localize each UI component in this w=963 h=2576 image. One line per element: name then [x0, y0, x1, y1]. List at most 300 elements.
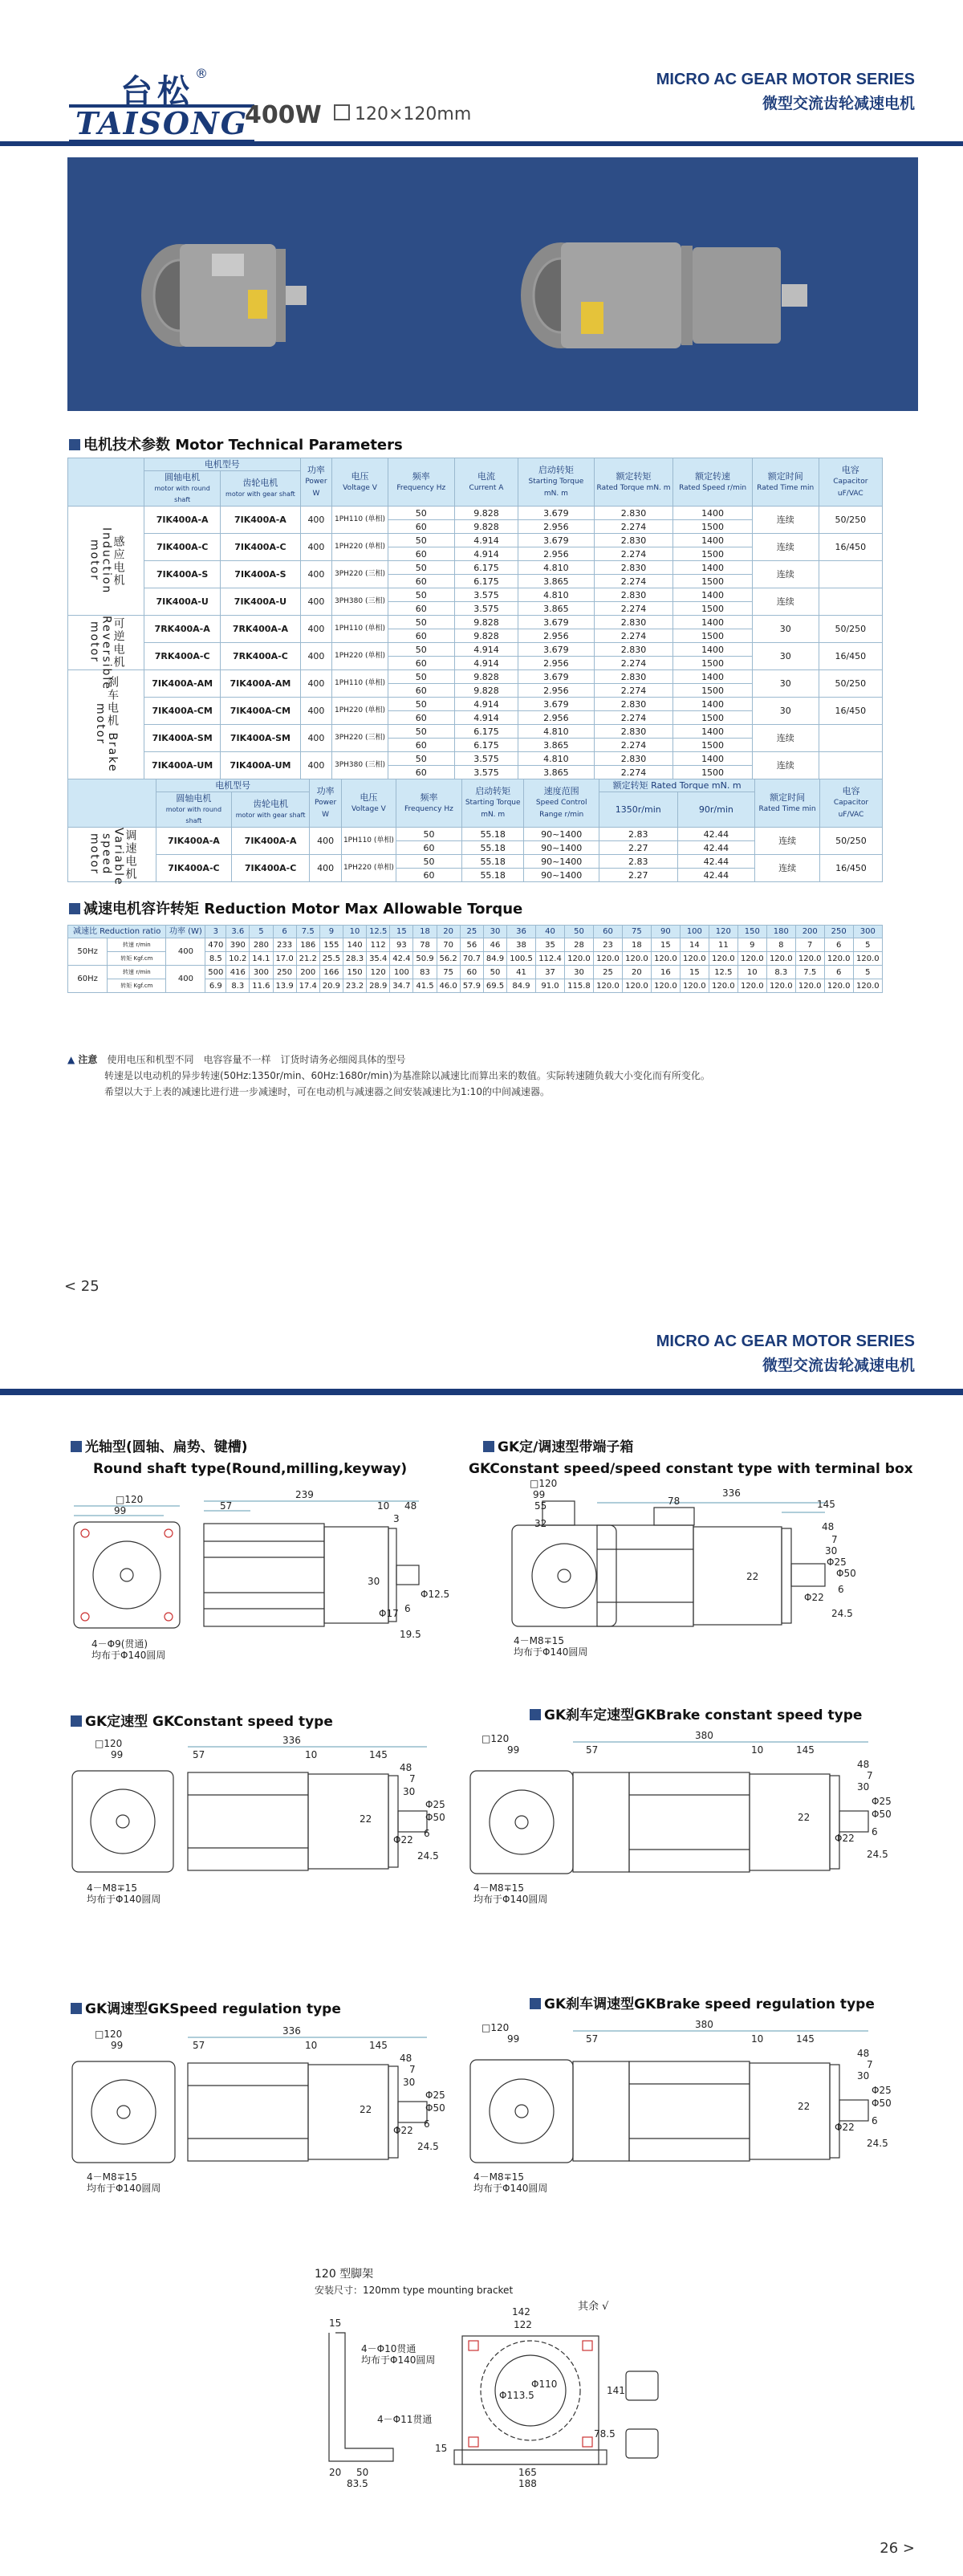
kind-cell: 转矩 Kgf.cm [108, 979, 166, 993]
ratio-cell: 18 [413, 926, 437, 938]
torque-value-cell: 60 [460, 966, 483, 979]
dim-48: 48 [404, 1500, 417, 1512]
t-dim-99: 99 [533, 1489, 546, 1500]
brake-constant-title: GK刹车定速型GKBrake constant speed type [530, 1703, 862, 1723]
s-dim-99: 99 [111, 2040, 124, 2051]
torque-value-cell: 34.7 [390, 979, 413, 993]
dim-239: 239 [295, 1489, 314, 1500]
col-frequency-2: 频率 Frequency Hz [396, 779, 461, 828]
ratio-cell: 75 [622, 926, 651, 938]
table-row [68, 938, 883, 952]
b-dim-20: 20 [329, 2467, 342, 2478]
c-dim-99: 99 [111, 1749, 124, 1760]
torque-value-cell: 84.9 [507, 979, 536, 993]
torque-value-cell: 186 [296, 938, 319, 952]
col-frequency: 频率 Frequency Hz [388, 458, 454, 507]
freq-cell: 60 [388, 711, 454, 725]
speed-params-table [67, 779, 883, 886]
col-gear-motor: 齿轮电机 motor with gear shaft [221, 471, 300, 507]
model-gear: 7IK400A-A [231, 828, 310, 855]
torque-value-cell: 57.9 [460, 979, 483, 993]
c-dim-48: 48 [400, 1762, 412, 1773]
voltage-cell: 3PH220 (三相) [332, 725, 388, 752]
ratio-cell: 180 [766, 926, 795, 938]
ratio-cell: 150 [737, 926, 766, 938]
torque-value-cell: 35.4 [367, 952, 390, 966]
series-title-cn-2: 微型交流齿轮减速电机 [762, 1357, 915, 1374]
s-dim-120: □120 [95, 2029, 123, 2040]
constant-title: GK定速型 GKConstant speed type [71, 1710, 333, 1730]
kind-cell: 转矩 Kgf.cm [108, 952, 166, 966]
range-cell: 90~1400 [524, 841, 599, 855]
torque-1350-cell: 2.83 [599, 855, 677, 869]
model-gear: 7IK400A-C [221, 534, 300, 561]
torque-value-cell: 42.4 [390, 952, 413, 966]
freq-cell: 50 [388, 698, 454, 711]
ratio-cell: 3.6 [226, 926, 250, 938]
c-dim-phi25: Φ25 [425, 1799, 445, 1810]
bs-dim-10: 10 [751, 2033, 764, 2045]
power-cell: 400 [300, 534, 332, 561]
model-round: 7IK400A-SM [144, 725, 221, 752]
capacitor-cell [819, 752, 882, 779]
freq-cell: 60 [388, 547, 454, 561]
size-square-icon [334, 104, 350, 120]
rated-torque-cell: 2.830 [594, 616, 673, 629]
torque-value-cell: 155 [319, 938, 343, 952]
col-rated-torque-2: 额定转矩 Rated Torque mN. m [599, 779, 754, 792]
col-round-motor-2: 圆轴电机 motor with round shaft [156, 792, 232, 828]
model-round: 7RK400A-C [144, 643, 221, 670]
bs-dim-380: 380 [695, 2019, 713, 2030]
power-cell: 400 [300, 561, 332, 588]
model-gear: 7IK400A-UM [221, 752, 300, 779]
bc-dim-phi50: Φ50 [872, 1809, 892, 1820]
col-voltage: 电压 Voltage V [332, 458, 388, 507]
rated-speed-cell: 1400 [673, 507, 753, 520]
ratio-cell: 25 [460, 926, 483, 938]
current-cell: 6.175 [454, 739, 518, 752]
notes-label: 注意 [78, 1054, 98, 1065]
start-torque-cell: 55.18 [461, 869, 524, 882]
col-current: 电流 Current A [454, 458, 518, 507]
bracket-holes-1b: 均布于Φ140圆周 [361, 2354, 436, 2366]
speed-reg-title: GK调速型GKSpeed regulation type [71, 1997, 341, 2017]
ratio-cell: 200 [795, 926, 824, 938]
t-dim-phi25: Φ25 [827, 1557, 847, 1568]
col-90: 90r/min [677, 792, 755, 828]
bc-dim-phi22: Φ22 [835, 1833, 855, 1844]
motor1-label [248, 290, 267, 319]
page-number-26: 26 > [880, 2540, 915, 2557]
start-torque-cell: 3.865 [518, 766, 595, 779]
capacitor-cell: 50/250 [819, 507, 882, 534]
torque-value-cell: 11.6 [250, 979, 273, 993]
tech-params-title [69, 433, 403, 454]
c-dim-22: 22 [360, 1813, 372, 1825]
torque-value-cell: 14.1 [250, 952, 273, 966]
torque-value-cell: 30 [565, 966, 594, 979]
rated-torque-cell: 2.830 [594, 725, 673, 739]
bs-dim-120: □120 [482, 2022, 510, 2033]
start-torque-cell: 2.956 [518, 629, 595, 643]
freq-cell: 50 [388, 534, 454, 547]
table-row [68, 725, 883, 739]
c-dim-57: 57 [193, 1749, 205, 1760]
torque-value-cell: 6.9 [205, 979, 226, 993]
range-cell: 90~1400 [524, 828, 599, 841]
col-1350: 1350r/min [599, 792, 677, 828]
current-cell: 9.828 [454, 684, 518, 698]
model-round: 7IK400A-C [156, 855, 232, 882]
rated-time-cell: 连续 [752, 588, 819, 616]
torque-value-cell: 50.9 [413, 952, 437, 966]
voltage-cell: 3PH380 (三相) [332, 752, 388, 779]
power-cell: 400 [300, 725, 332, 752]
freq-cell: 50 [388, 670, 454, 684]
s-dim-phi22: Φ22 [393, 2125, 413, 2136]
rated-time-cell: 连续 [752, 534, 819, 561]
rated-time-cell: 连续 [755, 828, 820, 855]
torque-value-cell: 120.0 [737, 952, 766, 966]
capacitor-cell [819, 561, 882, 588]
model-round: 7IK400A-A [144, 507, 221, 534]
bs-dim-30: 30 [857, 2070, 870, 2082]
rated-speed-cell: 1500 [673, 739, 753, 752]
bracket-holes-1: 4－Φ10贯通 [361, 2343, 416, 2354]
note-line-3: 希望以大于上表的减速比进行进一步减速时，可在电动机与减速器之间安装减速比为1:10的中间减速器。 [104, 1086, 550, 1097]
t-dim-30: 30 [825, 1545, 838, 1557]
start-torque-cell: 3.679 [518, 643, 595, 657]
capacitor-cell: 16/450 [819, 855, 882, 882]
torque-value-cell: 120.0 [795, 979, 824, 993]
current-cell: 4.914 [454, 643, 518, 657]
logo-cn: 台松 [120, 72, 194, 110]
torque-90-cell: 42.44 [677, 841, 755, 855]
torque-value-cell: 120.0 [766, 952, 795, 966]
start-torque-cell: 55.18 [461, 828, 524, 841]
torque-table [67, 925, 883, 993]
rated-speed-cell: 1500 [673, 657, 753, 670]
current-cell: 6.175 [454, 561, 518, 575]
torque-value-cell: 25.5 [319, 952, 343, 966]
table-row [68, 752, 883, 766]
bs-dim-99: 99 [507, 2033, 520, 2045]
rated-time-cell: 30 [752, 616, 819, 643]
torque-value-cell: 112 [367, 938, 390, 952]
logo-en: TAISONG [69, 104, 254, 143]
holes-3b: 均布于Φ140圆周 [87, 1894, 161, 1905]
rated-speed-cell: 1500 [673, 766, 753, 779]
model-gear: 7IK400A-CM [221, 698, 300, 725]
bs-dim-phi25: Φ25 [872, 2085, 892, 2096]
model-round: 7IK400A-UM [144, 752, 221, 779]
torque-1350-cell: 2.27 [599, 869, 677, 882]
bs-dim-7: 7 [867, 2059, 873, 2070]
torque-value-cell: 120.0 [565, 952, 594, 966]
dim-6: 6 [404, 1603, 411, 1614]
torque-value-cell: 8.3 [766, 966, 795, 979]
holes-4: 4－M8∓15 [473, 1882, 524, 1894]
motor1-shaft [286, 286, 307, 305]
capacitor-cell: 16/450 [819, 534, 882, 561]
bc-dim-120: □120 [482, 1733, 510, 1744]
start-torque-cell: 55.18 [461, 855, 524, 869]
ratio-header: 减速比 Reduction ratio [68, 926, 166, 938]
rated-speed-cell: 1500 [673, 684, 753, 698]
section-square-icon [69, 903, 80, 914]
notes [67, 1052, 710, 1100]
torque-value-cell: 28.3 [343, 952, 366, 966]
torque-value-cell: 6 [824, 966, 853, 979]
header-rule-2 [0, 1389, 963, 1395]
torque-value-cell: 46 [483, 938, 506, 952]
freq-cell: 50 [396, 855, 461, 869]
rated-speed-cell: 1500 [673, 629, 753, 643]
capacitor-cell: 50/250 [819, 616, 882, 643]
rated-speed-cell: 1400 [673, 534, 753, 547]
model-round: 7IK400A-S [144, 561, 221, 588]
start-torque-cell: 3.865 [518, 739, 595, 752]
voltage-cell: 1PH110 (单相) [332, 616, 388, 643]
torque-value-cell: 120.0 [622, 952, 651, 966]
bc-dim-phi25: Φ25 [872, 1796, 892, 1807]
torque-value-cell: 120.0 [622, 979, 651, 993]
t-dim-48: 48 [822, 1521, 835, 1532]
model-round: 7IK400A-CM [144, 698, 221, 725]
col-power: 功率 Power W [300, 458, 332, 507]
rated-torque-cell: 2.274 [594, 602, 673, 616]
bs-dim-145: 145 [796, 2033, 815, 2045]
torque-value-cell: 15 [680, 966, 709, 979]
round-shaft-title: 光轴型(圆轴、扁势、键槽) [71, 1435, 248, 1455]
current-cell: 4.914 [454, 534, 518, 547]
holes-2b: 均布于Φ140圆周 [514, 1646, 588, 1658]
table-row [68, 643, 883, 657]
voltage-cell: 3PH220 (三相) [332, 561, 388, 588]
torque-value-cell: 12.5 [709, 966, 737, 979]
model-round: 7RK400A-A [144, 616, 221, 643]
rated-time-cell: 连续 [755, 855, 820, 882]
start-torque-cell: 3.865 [518, 602, 595, 616]
torque-value-cell: 6 [824, 938, 853, 952]
table-row [68, 534, 883, 547]
torque-value-cell: 8.5 [205, 952, 226, 966]
rated-torque-cell: 2.274 [594, 766, 673, 779]
torque-value-cell: 46.0 [437, 979, 460, 993]
model-gear: 7IK400A-A [221, 507, 300, 534]
capacitor-cell: 50/250 [819, 828, 882, 855]
torque-value-cell: 78 [413, 938, 437, 952]
torque-value-cell: 120.0 [593, 952, 622, 966]
torque-value-cell: 120.0 [709, 952, 737, 966]
dim-phi17: Φ17 [379, 1608, 399, 1619]
torque-value-cell: 115.8 [565, 979, 594, 993]
ratio-cell: 7.5 [296, 926, 319, 938]
holes-5: 4－M8∓15 [87, 2171, 137, 2183]
torque-value-cell: 20.9 [319, 979, 343, 993]
ratio-cell: 12.5 [367, 926, 390, 938]
group-label: 调速电机 Variable speed motor [68, 828, 156, 882]
power-cell: 400 [300, 698, 332, 725]
s-dim-phi50: Φ50 [425, 2102, 445, 2114]
bracket-subtitle: 安装尺寸：120mm type mounting bracket [315, 2285, 514, 2296]
table-row [68, 698, 883, 711]
rated-speed-cell: 1400 [673, 643, 753, 657]
col-model-2: 电机型号 [156, 779, 310, 792]
surface-finish-icon: √ [602, 2301, 609, 2313]
logo-registered-mark: ® [195, 66, 208, 81]
c-dim-6: 6 [424, 1828, 430, 1839]
torque-value-cell: 120.0 [853, 952, 882, 966]
torque-value-cell: 300 [250, 966, 273, 979]
torque-value-cell: 8 [766, 938, 795, 952]
series-title-en-2: MICRO AC GEAR MOTOR SERIES [656, 1333, 915, 1350]
motor1-flange [276, 249, 286, 342]
header-rule [0, 141, 963, 146]
s-dim-10: 10 [305, 2040, 318, 2051]
current-cell: 4.914 [454, 547, 518, 561]
col-speed-range: 速度范围 Speed Control Range r/min [524, 779, 599, 828]
freq-cell: 50 [388, 752, 454, 766]
torque-value-cell: 69.5 [483, 979, 506, 993]
rated-time-cell: 30 [752, 698, 819, 725]
bc-dim-30: 30 [857, 1781, 870, 1793]
current-cell: 3.575 [454, 602, 518, 616]
b-dim-15b: 15 [435, 2443, 448, 2454]
torque-title [69, 897, 522, 918]
current-cell: 4.914 [454, 698, 518, 711]
hz-cell: 60Hz [68, 966, 108, 993]
start-torque-cell: 3.679 [518, 698, 595, 711]
torque-value-cell: 28.9 [367, 979, 390, 993]
col-gear-motor-2: 齿轮电机 motor with gear shaft [231, 792, 310, 828]
torque-value-cell: 390 [226, 938, 250, 952]
torque-value-cell: 11 [709, 938, 737, 952]
motor1-terminal-box [212, 254, 244, 276]
torque-value-cell: 120.0 [651, 979, 680, 993]
current-cell: 9.828 [454, 670, 518, 684]
torque-1350-cell: 2.27 [599, 841, 677, 855]
tech-params-table [67, 458, 883, 779]
drawing-round-shaft [67, 1477, 485, 1670]
current-cell: 9.828 [454, 520, 518, 534]
dim-57: 57 [220, 1500, 233, 1512]
ratio-cell: 50 [565, 926, 594, 938]
c-dim-30: 30 [403, 1786, 416, 1797]
torque-value-cell: 100 [390, 966, 413, 979]
bs-dim-22: 22 [798, 2101, 811, 2112]
rated-speed-cell: 1500 [673, 547, 753, 561]
t-dim-336: 336 [722, 1487, 741, 1499]
rated-time-cell: 连续 [752, 561, 819, 588]
col-voltage-2: 电压 Voltage V [341, 779, 396, 828]
t-dim-phi50: Φ50 [836, 1568, 856, 1579]
rated-speed-cell: 1400 [673, 561, 753, 575]
group-label: 感应电机 Induction motor [68, 507, 144, 616]
product-banner [67, 157, 918, 411]
freq-cell: 50 [388, 507, 454, 520]
start-torque-cell: 3.679 [518, 616, 595, 629]
torque-value-cell: 120.0 [824, 979, 853, 993]
capacitor-cell: 16/450 [819, 698, 882, 725]
torque-value-cell: 120.0 [593, 979, 622, 993]
power-label: 400W [245, 101, 322, 129]
ratio-cell: 100 [680, 926, 709, 938]
bracket-holes-2: 4－Φ11贯通 [377, 2414, 433, 2425]
rated-torque-cell: 2.830 [594, 507, 673, 520]
torque-value-cell: 7.5 [795, 966, 824, 979]
voltage-cell: 1PH220 (单相) [341, 855, 396, 882]
rated-torque-cell: 2.274 [594, 739, 673, 752]
freq-cell: 60 [388, 602, 454, 616]
torque-value-cell: 17.4 [296, 979, 319, 993]
table-row [68, 828, 883, 841]
torque-value-cell: 166 [319, 966, 343, 979]
model-gear: 7IK400A-U [221, 588, 300, 616]
torque-value-cell: 140 [343, 938, 366, 952]
table-row [68, 588, 883, 602]
holes-2: 4－M8∓15 [514, 1635, 564, 1646]
ratio-cell: 10 [343, 926, 366, 938]
voltage-cell: 1PH220 (单相) [332, 534, 388, 561]
b-dim-188: 188 [518, 2478, 537, 2489]
power-header: 功率 (W) [166, 926, 205, 938]
torque-value-cell: 83 [413, 966, 437, 979]
torque-value-cell: 120 [367, 966, 390, 979]
current-cell: 9.828 [454, 616, 518, 629]
b-dim-50: 50 [356, 2467, 369, 2478]
section-square-icon [69, 439, 80, 450]
rated-torque-cell: 2.830 [594, 670, 673, 684]
rated-torque-cell: 2.830 [594, 561, 673, 575]
rated-speed-cell: 1400 [673, 752, 753, 766]
s-dim-7: 7 [409, 2064, 416, 2075]
bc-dim-6: 6 [872, 1826, 878, 1837]
torque-value-cell: 23.2 [343, 979, 366, 993]
start-torque-cell: 3.865 [518, 575, 595, 588]
holes-4b: 均布于Φ140圆周 [473, 1894, 548, 1905]
start-torque-cell: 2.956 [518, 657, 595, 670]
model-round: 7IK400A-A [156, 828, 232, 855]
torque-value-cell: 150 [343, 966, 366, 979]
torque-value-cell: 75 [437, 966, 460, 979]
kind-cell: 转速 r/min [108, 966, 166, 979]
torque-value-cell: 5 [853, 938, 882, 952]
torque-value-cell: 112.4 [536, 952, 565, 966]
ratio-cell: 3 [205, 926, 226, 938]
dim-phi12-5: Φ12.5 [421, 1589, 450, 1600]
b-dim-15: 15 [329, 2318, 342, 2329]
bc-dim-145: 145 [796, 1744, 815, 1756]
rated-torque-cell: 2.830 [594, 643, 673, 657]
rated-speed-cell: 1500 [673, 575, 753, 588]
bc-dim-57: 57 [586, 1744, 599, 1756]
ratio-cell: 5 [250, 926, 273, 938]
freq-cell: 60 [388, 575, 454, 588]
start-torque-cell: 3.679 [518, 670, 595, 684]
rated-torque-cell: 2.274 [594, 575, 673, 588]
current-cell: 3.575 [454, 766, 518, 779]
warning-icon: ▲ [67, 1054, 79, 1065]
bs-dim-24-5: 24.5 [867, 2138, 888, 2149]
c-dim-120: □120 [95, 1738, 123, 1749]
t-dim-55: 55 [534, 1500, 547, 1512]
motor-photo [67, 157, 918, 411]
model-gear: 7IK400A-S [221, 561, 300, 588]
t-dim-24-5: 24.5 [831, 1608, 853, 1619]
motor2-label [581, 302, 603, 334]
